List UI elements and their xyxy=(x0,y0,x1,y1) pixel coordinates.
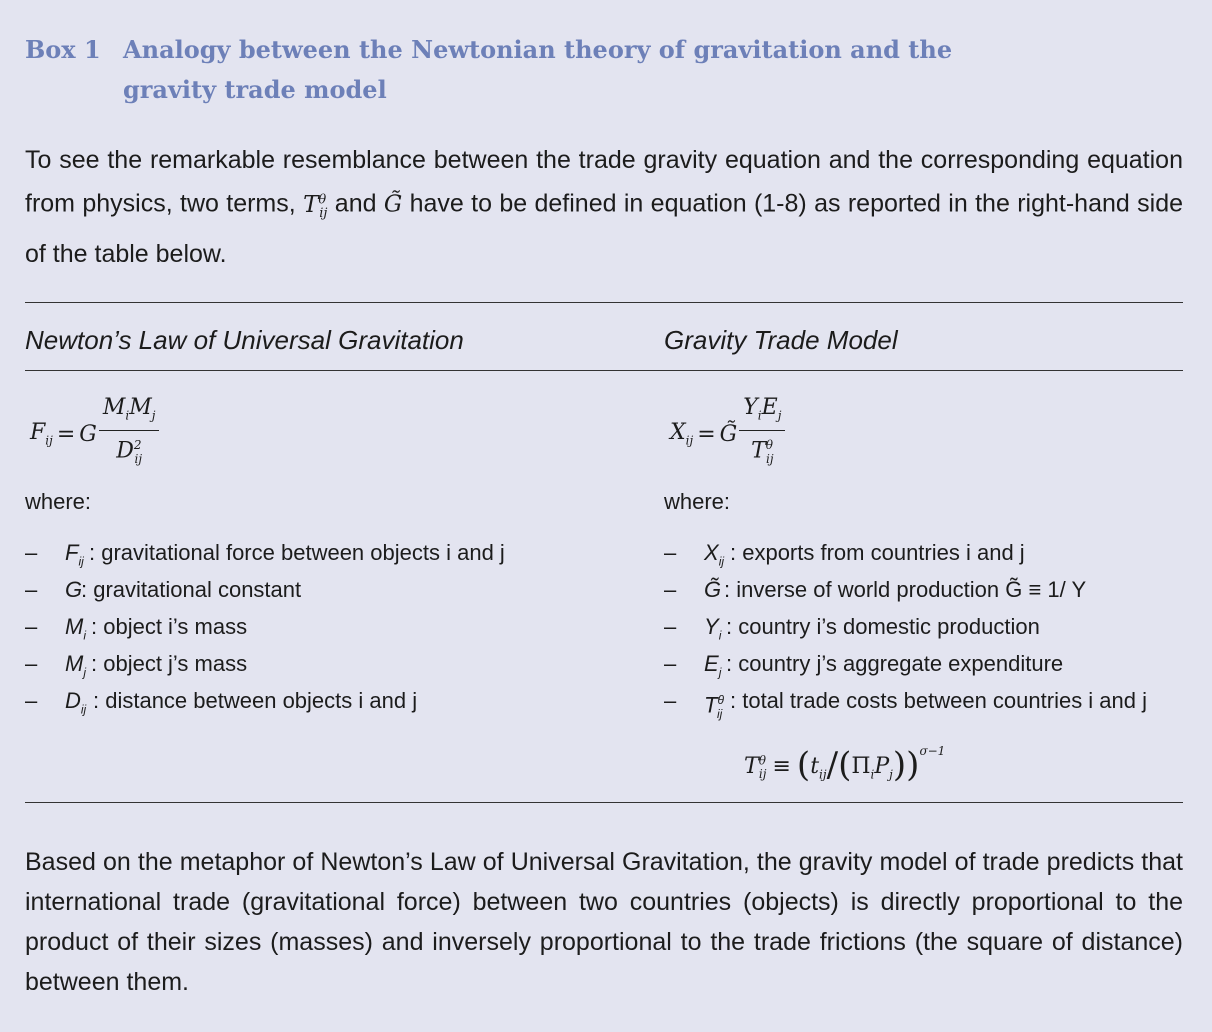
box-title-text: Analogy between the Newtonian theory of gravitation and the gravity trade model xyxy=(123,35,953,104)
table-bottom-rule xyxy=(25,802,1183,803)
conclusion-paragraph: Based on the metaphor of Newton’s Law of Universal Gravitation, the gravity model of trade predicts that international trade (gravitational force) between two countries (objects) is directly proportional to the product of their sizes (masses) and inversely proportional to the trade frictions (the square of distance) between them. xyxy=(25,848,1183,996)
list-item: – G̃ : inverse of world production G̃ ≡ 1/ Y xyxy=(664,577,1087,602)
list-item: – $M_i$ : object i’s mass xyxy=(25,614,248,643)
right-where-label: where: xyxy=(664,489,731,514)
right-definition-list xyxy=(664,534,1204,719)
intro-text-1: To see the remarkable resemblance between the trade gravity equation and the corresponding equation from physics, two terms, xyxy=(25,146,1183,218)
intro-text-and: and xyxy=(327,189,384,218)
table-top-rule xyxy=(25,302,1183,303)
list-item: – $E_j$ : country j’s aggregate expenditure xyxy=(664,651,1064,680)
left-definition-list xyxy=(25,534,625,719)
intro-paragraph xyxy=(25,140,1183,274)
right-column-heading: Gravity Trade Model xyxy=(664,325,898,355)
math-t-theta-ij: $T^\theta_{ij}$ xyxy=(303,191,328,222)
trade-formula: $X_{ij}$ = G̃ $\frac{Y_iE_j}{T^\theta_{ij}}$ xyxy=(670,394,785,474)
left-column-heading: Newton’s Law of Universal Gravitation xyxy=(25,325,464,355)
trade-cost-definition-formula: $T^\theta_{ij} \equiv (t_{ij}/(\Pi_iP_j))^{\sigma-1}$ xyxy=(744,744,946,785)
intro-text-2: have to be defined in equation (1-8) as reported in the right-hand side of the table below. xyxy=(25,189,1183,269)
math-g-tilde: G̃ xyxy=(383,191,403,218)
left-where-label: where: xyxy=(25,489,92,514)
list-item: – $Y_i$ : country i’s domestic production xyxy=(664,614,1040,643)
list-item: – $D_{ij}$ : distance between objects i and j xyxy=(25,688,418,717)
list-item: – $F_{ij}$ : gravitational force between objects i and j xyxy=(25,540,505,569)
list-item: – $M_j$ : object j’s mass xyxy=(25,651,248,680)
list-item: – G : gravitational constant xyxy=(25,577,302,602)
list-item: – $T^\theta_{ij}$ : total trade costs between countries i and j xyxy=(664,688,1148,721)
newton-formula: $F_{ij}$ = G $\frac{M_iM_j}{D^2_{ij}}$ xyxy=(30,394,159,474)
list-item: – $X_{ij}$ : exports from countries i and j xyxy=(664,540,1025,569)
box-label: Box 1 xyxy=(25,35,101,64)
table-header-rule xyxy=(25,370,1183,371)
